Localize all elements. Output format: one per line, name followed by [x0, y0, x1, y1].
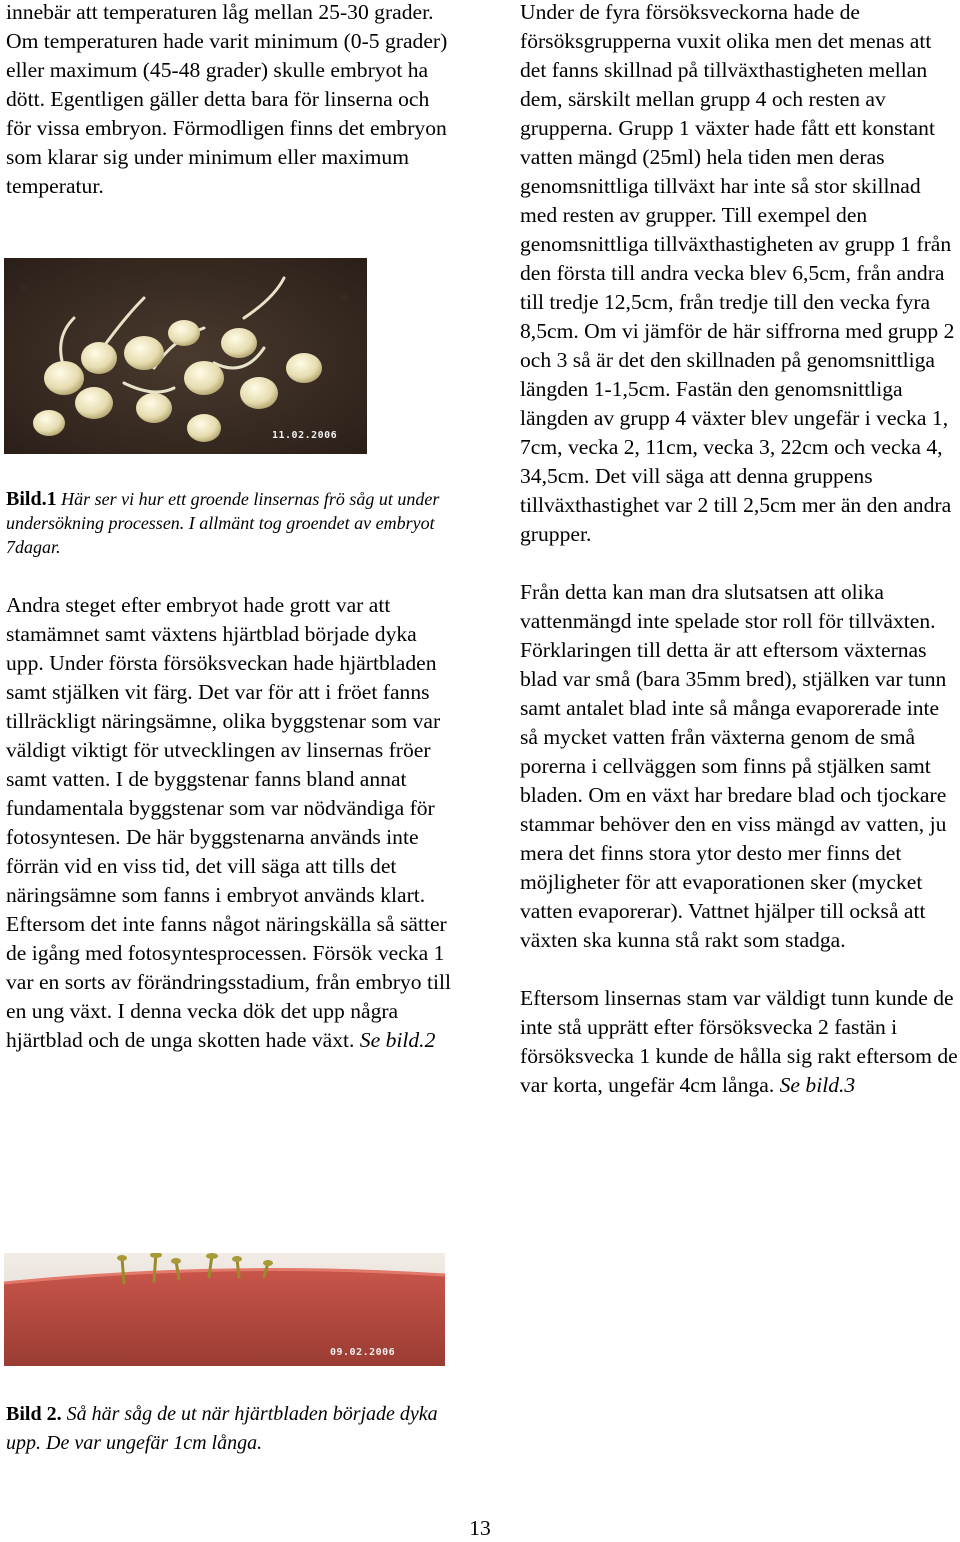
figure-2-label: Bild 2.: [6, 1403, 62, 1425]
page-number: 13: [469, 1516, 491, 1540]
figure-1-label: Bild.1: [6, 488, 57, 510]
right-paragraph-3-text: Eftersom linsernas stam var väldigt tunn kunde de inte stå upprätt efter försöksvecka 2 fastän i försöksvecka 1 kunde de hålla sig rakt eftersom de var korta, ungefär 4cm långa.: [520, 986, 958, 1097]
photo-datestamp: 11.02.2006: [272, 430, 338, 441]
left-paragraph-2-text: Andra steget efter embryot hade grott var att stamämnet samt växtens hjärtblad började dyka upp. Under första försöksveckan hade hjärtbladen samt stjälken vit färg. Det var för att i fröet fanns tillräckligt näringsämne, olika byggstenar som var väldigt viktigt för utvecklingen av linsernas fröer samt vatten. I de byggstenar fanns bland annat fundamentala byggstenar som var nödvändiga för fotosyntesen. De här byggstenarna används inte förrän vid en viss tid, det vill säga att tills det näringsämne som fanns i embryot används klart. Eftersom det inte fanns något näringskälla så sätter de igång med fotosyntesprocessen. Försök vecka 1 var en sorts av förändringsstadium, från embryo till en ung växt. I denna vecka dök det upp några hjärtblad och de unga skotten hade växt.: [6, 593, 451, 1052]
lentil-seeds-photo: [4, 258, 367, 454]
figure-1-caption-text: Här ser vi hur ett groende linsernas frö såg ut under undersökning processen. I allmänt tog groendet av embryot 7dagar.: [6, 489, 440, 557]
photo-datestamp: 09.02.2006: [330, 1347, 396, 1358]
left-paragraph-2: [6, 591, 452, 1055]
lentil-seeds-image: [4, 258, 367, 454]
left-paragraph-1: innebär att temperaturen låg mellan 25-30 grader. Om temperaturen hade varit minimum (0-5 grader) eller maximum (45-48 grader) skulle embryot ha dött. Egentligen gäller detta bara för linserna och för vissa embryon. Förmodligen finns det embryon som klarar sig under minimum eller maximum temperatur.: [6, 0, 448, 198]
figure-2-caption: [6, 1400, 452, 1458]
right-paragraph-3: [520, 984, 960, 1100]
left-column-lower: [6, 591, 452, 1055]
figure-1-caption: [6, 487, 452, 559]
right-paragraph-2: Från detta kan man dra slutsatsen att olika vattenmängd inte spelade stor roll för tillväxten. Förklaringen till detta är att eftersom växternas blad var små (bara 35mm bred), stjälken var tunn samt antalet blad inte så många evaporerade inte så mycket vatten från växterna genom de små porerna i cellväggen som finns på stjälken samt bladen. Om en växt har bredare blad och tjockare stammar behöver den en viss mängd av vatten, ju mera det finns stora ytor desto mer finns det möjligheter för att evaporationen sker (mycket vatten evaporerar). Vattnet hjälper till också att växten ska kunna stå rakt som stadga.: [520, 580, 947, 952]
see-figure-3-reference: Se bild.3: [779, 1073, 856, 1097]
see-figure-2-reference: Se bild.2: [359, 1028, 436, 1052]
figure-2-caption-text: Så här såg de ut när hjärtbladen började dyka upp. De var ungefär 1cm långa.: [6, 1403, 438, 1454]
left-column: [6, 0, 452, 201]
right-paragraph-1: Under de fyra försöksveckorna hade de försöksgrupperna vuxit olika men det menas att det fanns skillnad på tillväxthastigheten mellan dem, särskilt mellan grupp 4 och resten av grupperna. Grupp 1 växter hade fått ett konstant vatten mängd (25ml) hela tiden men deras genomsnittliga tillväxt har inte så stor skillnad med resten av grupper. Till exempel den genomsnittliga tillväxthastigheten av grupp 1 från den första till andra vecka blev 6,5cm, från andra till tredje 12,5cm, från tredje till den vecka fyra 8,5cm. Om vi jämför de här siffrorna med grupp 2 och 3 så är det den skillnaden på genomsnittliga längden 1-1,5cm. Fastän den genomsnittliga längden av grupp 4 växter blev ungefär i vecka 1, 7cm, vecka 2, 11cm, vecka 3, 22cm och vecka 4, 34,5cm. Det vill säga att denna gruppens tillväxthastighet var 2 till 2,5cm mer än den andra grupper.: [520, 0, 955, 546]
seedling-tray-photo: [4, 1253, 445, 1366]
right-column: [520, 0, 960, 1100]
